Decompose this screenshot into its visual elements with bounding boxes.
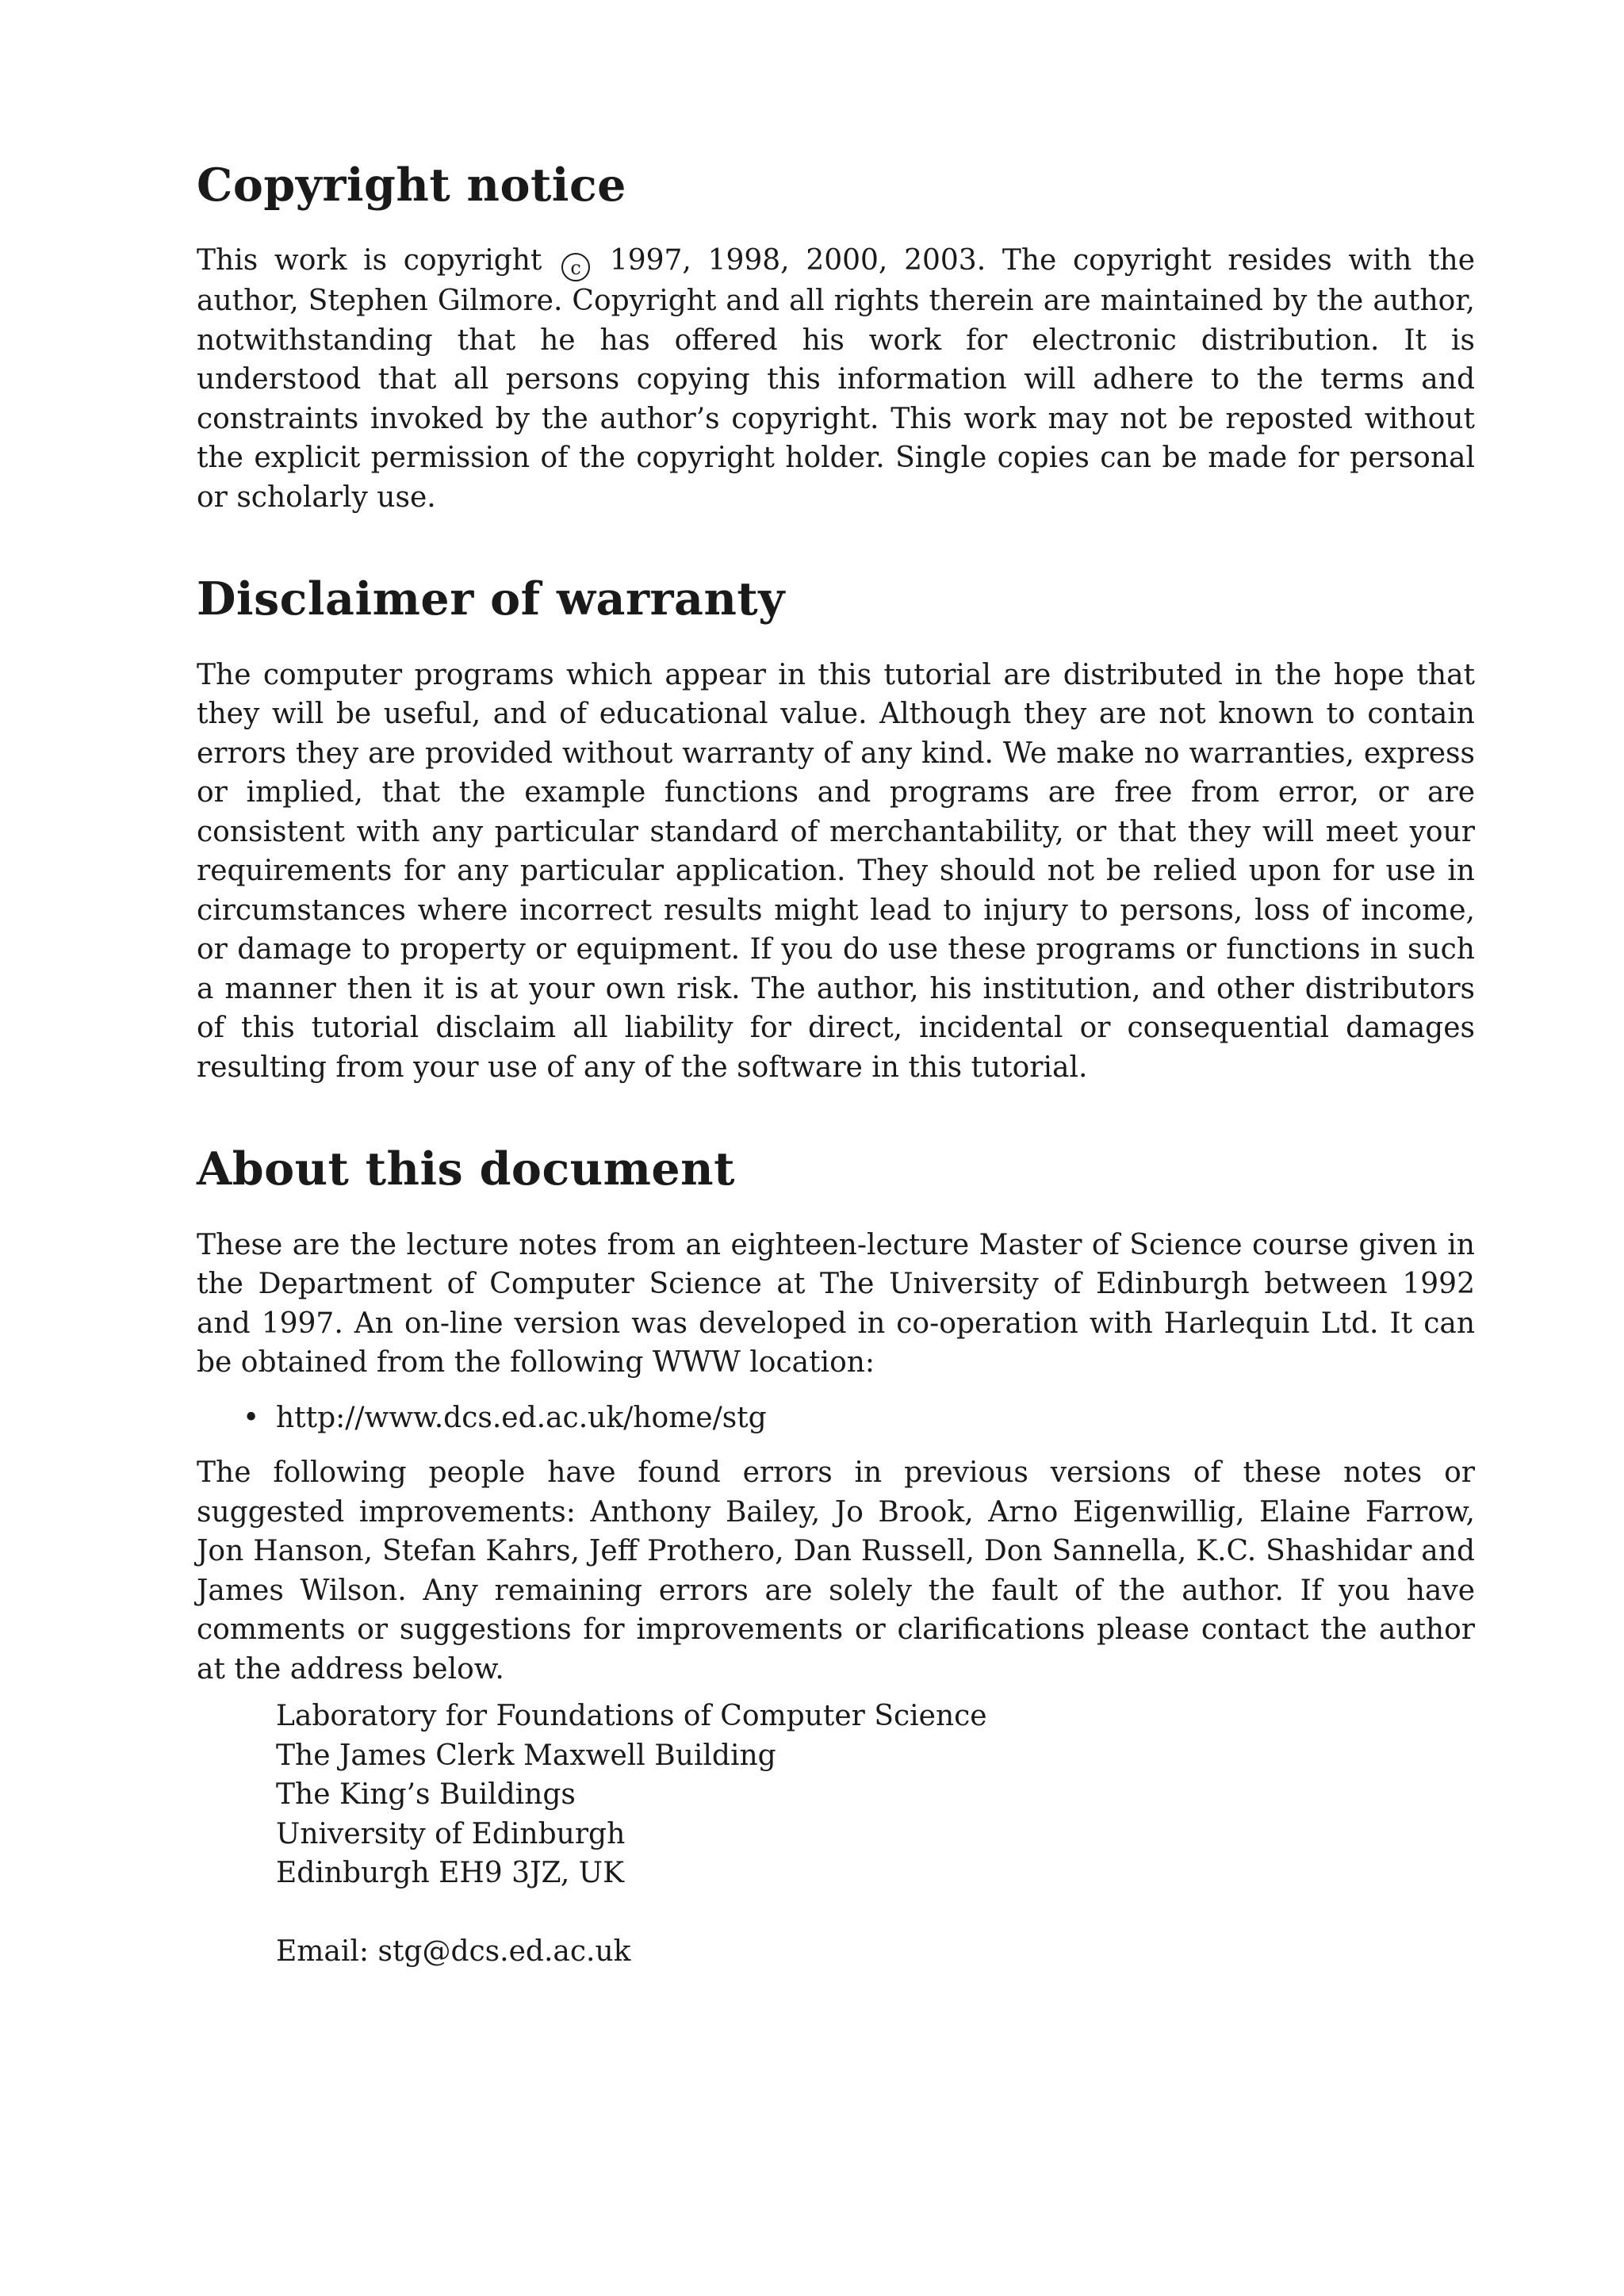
document-url: http://www.dcs.ed.ac.uk/home/stg (276, 1401, 767, 1434)
disclaimer-paragraph: The computer programs which appear in this tutorial are distributed in the hope that they will be useful, and of educational value. Although they are not known to contain errors they are provided without warranty of any kind. We make no warranties, express or implied, that the example functions and programs are free from error, or are consistent with any particular standard of merchantability, or that they will meet your requirements for any particular application. They should not be relied upon for use in circumstances where incorrect results might lead to injury to persons, loss of income, or damage to property or equipment. If you do use these programs or functions in such a manner then it is at your own risk. The author, his institution, and other distributors of this tutorial disclaim all liability for direct, incidental or consequential damages resulting from your use of any of the software in this tutorial. (197, 658, 1475, 1084)
address-line: University of Edinburgh (276, 1817, 626, 1850)
acknowledgements-paragraph: The following people have found errors in previous versions of these notes or suggested improvements: Anthony Bailey, Jo Brook, Arno Eigenwillig, Elaine Farrow, Jon Hanson, Stefan Kahrs, Jeff Prothero, Dan Russell, Don Sannella, K.C. Shashidar and James Wilson. Any remaining errors are solely the fault of the author. If you have comments or suggestions for improvements or clarifications please contact the author at the address below. (197, 1456, 1475, 1686)
document-page (197, 159, 1475, 1972)
disclaimer-section (197, 572, 1475, 1087)
address-line: The King’s Buildings (276, 1778, 576, 1812)
copyright-heading: Copyright notice (197, 159, 626, 212)
address-line: Laboratory for Foundations of Computer Science (276, 1700, 987, 1733)
author-email: Email: stg@dcs.ed.ac.uk (276, 1935, 631, 1969)
url-list-item (243, 1399, 1475, 1438)
copyright-section (197, 159, 1475, 517)
copyright-paragraph (197, 241, 1475, 517)
bullet-icon: • (243, 1401, 260, 1434)
about-intro-paragraph: These are the lecture notes from an eighteen-lecture Master of Science course given in the Department of Computer Science at The University of Edinburgh between 1992 and 1997. An on-line version was developed in co-operation with Harlequin Ltd. It can be obtained from the following WWW location: (197, 1228, 1475, 1380)
url-list (197, 1399, 1475, 1438)
address-line: The James Clerk Maxwell Building (276, 1739, 776, 1772)
about-section (197, 1142, 1475, 1971)
copyright-text-start: This work is copyright (197, 244, 542, 277)
disclaimer-heading: Disclaimer of warranty (197, 572, 785, 626)
copyright-symbol-icon: c (561, 253, 590, 281)
author-address (276, 1697, 1475, 1972)
about-heading: About this document (197, 1142, 735, 1196)
address-line: Edinburgh EH9 3JZ, UK (276, 1857, 624, 1890)
copyright-text-rest: 1997, 1998, 2000, 2003. The copyright resides with the author, Stephen Gilmore. Copyright and all rights therein are maintained by the author, notwithstanding that he has offered his work for electronic distribution. It is understood that all persons copying this information will adhere to the terms and constraints invoked by the author’s copyright. This work may not be reposted without the explicit permission of the copyright holder. Single copies can be made for personal or scholarly use. (197, 244, 1475, 514)
